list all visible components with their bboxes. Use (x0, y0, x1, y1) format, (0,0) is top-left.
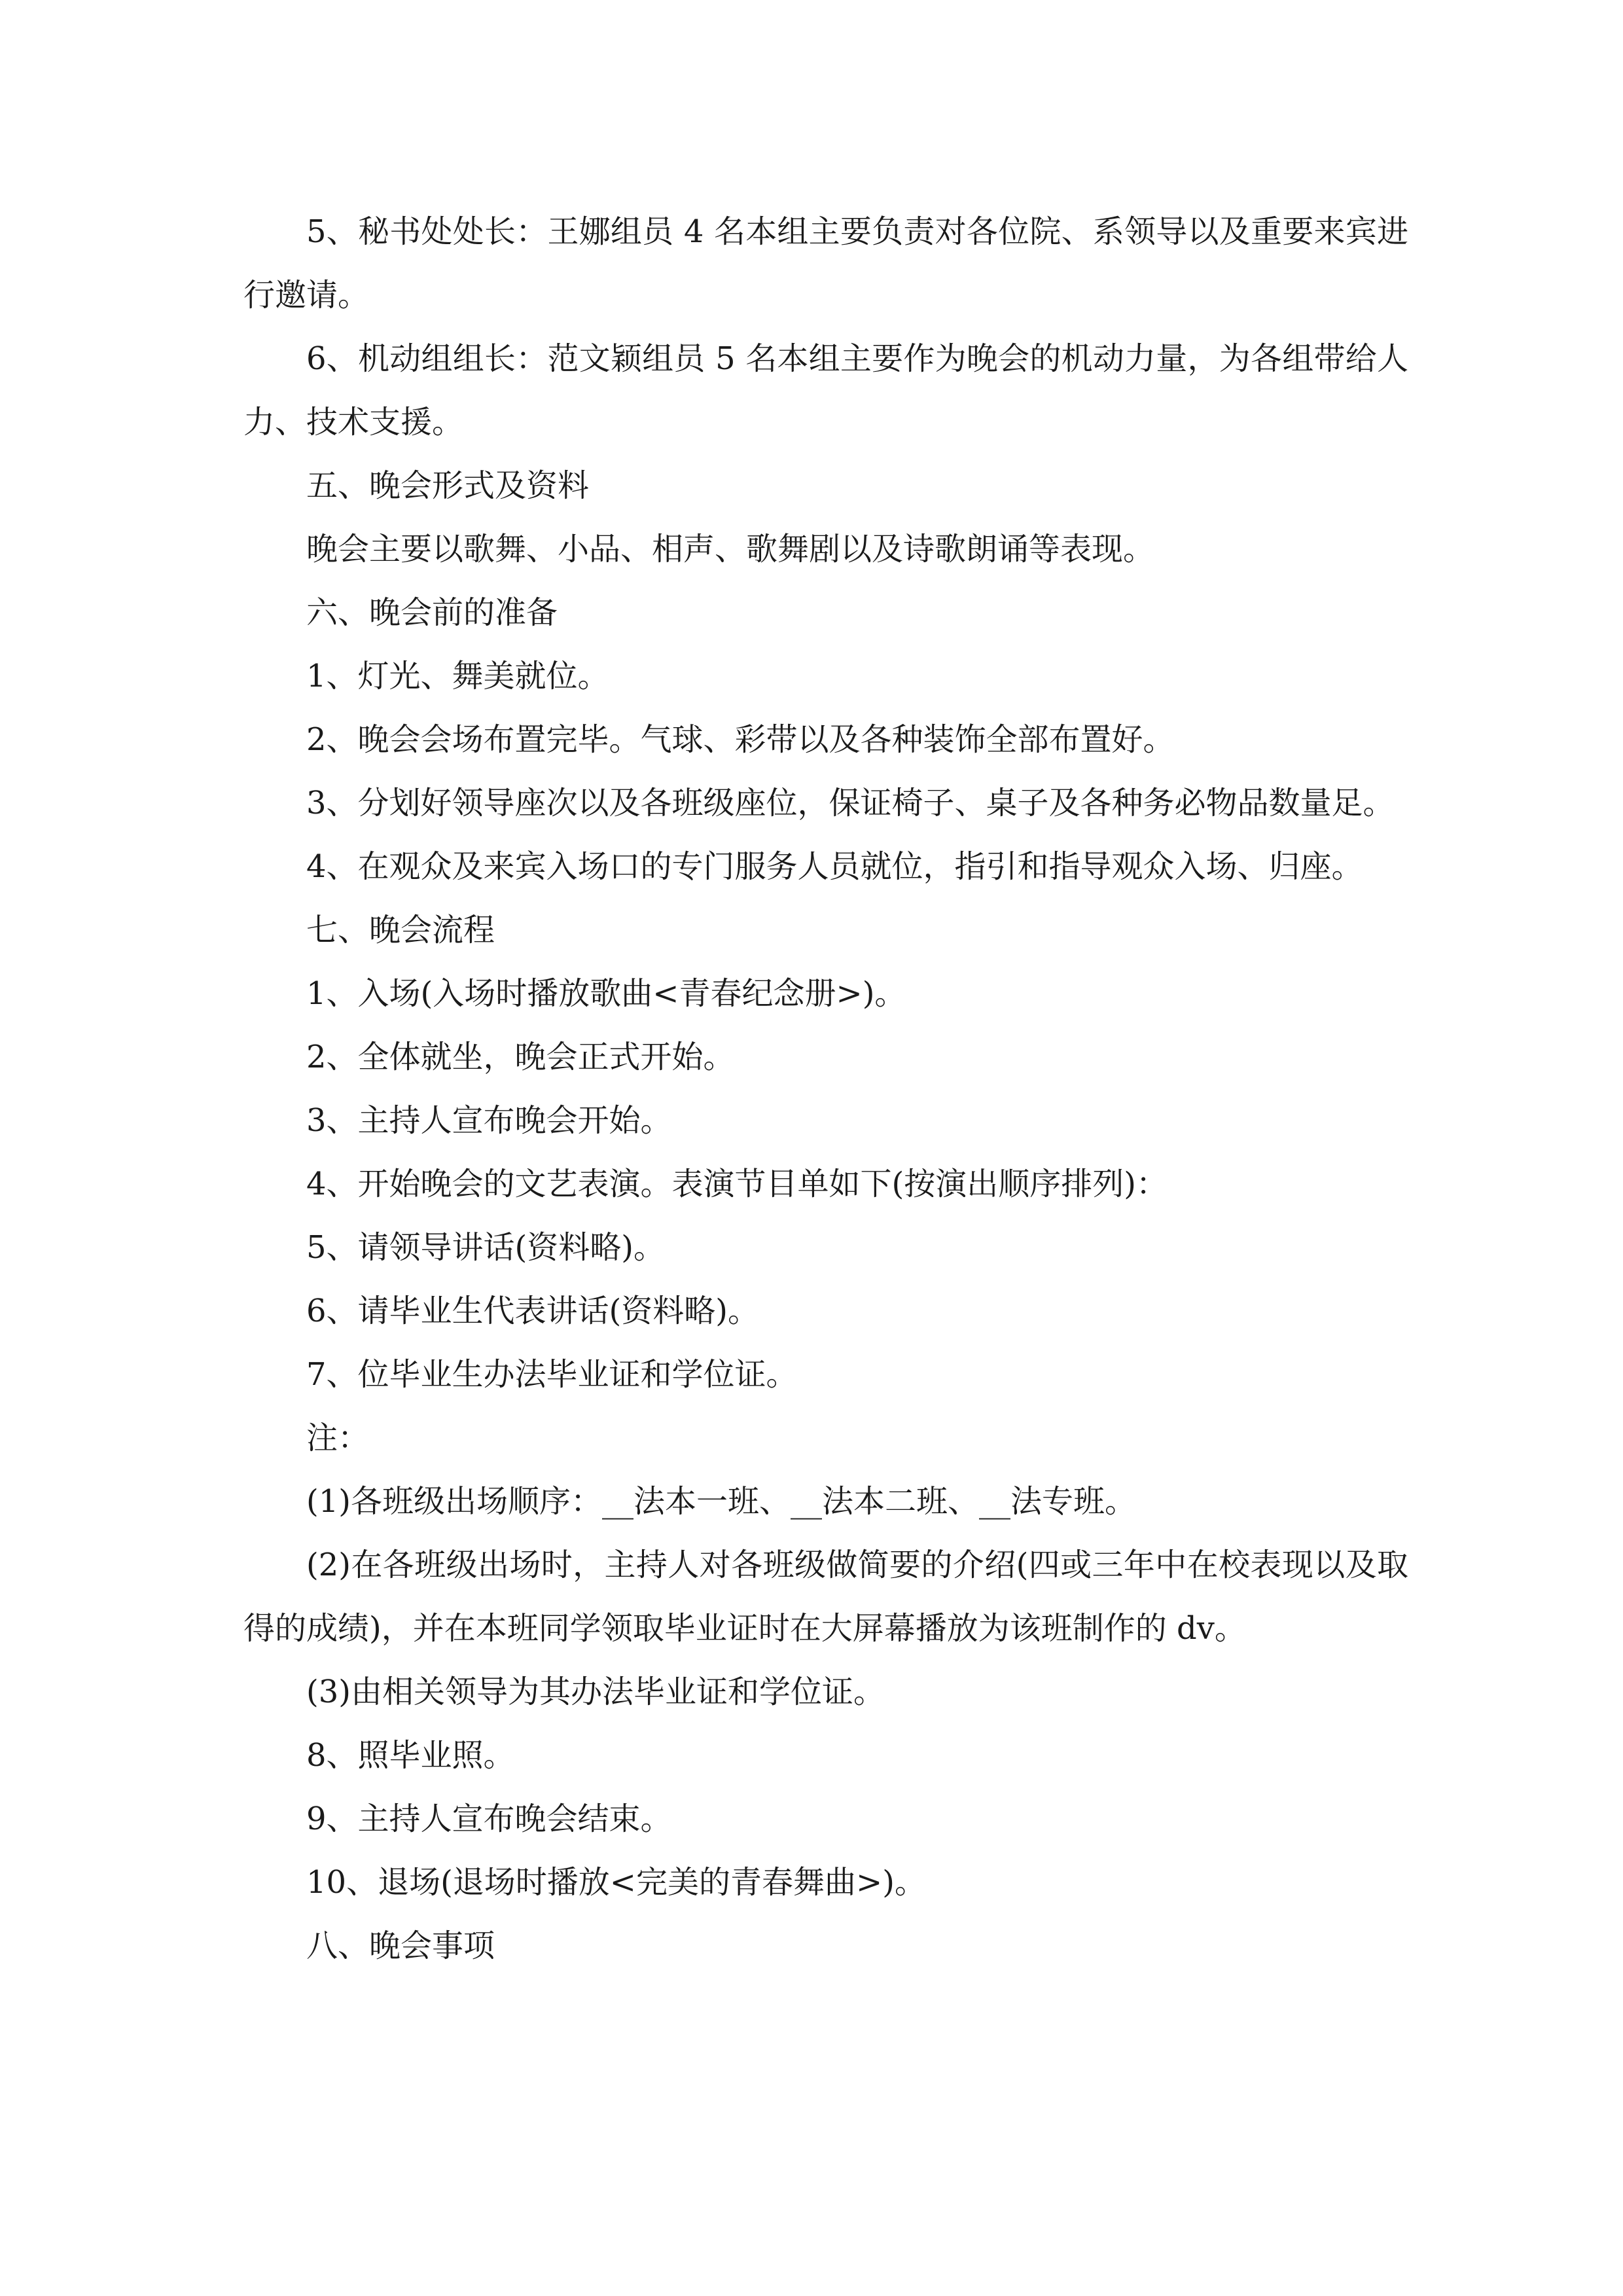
list-item: 10、退场(退场时播放<完美的青春舞曲>)。 (306, 1864, 926, 1901)
list-item: 6、请毕业生代表讲话(资料略)。 (306, 1293, 759, 1329)
list-item: 8、照毕业照。 (306, 1737, 515, 1774)
list-item: 9、主持人宣布晚会结束。 (306, 1801, 672, 1837)
paragraph-form-content: 晚会主要以歌舞、小品、相声、歌舞剧以及诗歌朗诵等表现。 (306, 531, 1155, 567)
list-item: 4、在观众及来宾入场口的专门服务人员就位，指引和指导观众入场、归座。 (306, 848, 1363, 885)
list-item: 2、晚会会场布置完毕。气球、彩带以及各种装饰全部布置好。 (306, 721, 1175, 758)
note-item: (3)由相关领导为其办法毕业证和学位证。 (306, 1674, 885, 1710)
section-heading-form: 五、晚会形式及资料 (306, 467, 590, 504)
paragraph-secretariat: 5、秘书处处长：王娜组员 4 名本组主要负责对各位院、系领导以及重要来宾进行邀请。 (243, 213, 1408, 314)
list-item: 4、开始晚会的文艺表演。表演节目单如下(按演出顺序排列)： (306, 1166, 1168, 1202)
section-heading-matters: 八、晚会事项 (306, 1928, 495, 1964)
document-body (243, 200, 1408, 1978)
list-item: 7、位毕业生办法毕业证和学位证。 (306, 1356, 798, 1393)
note-item: (1)各班级出场顺序：__法本一班、__法本二班、__法专班。 (306, 1483, 1136, 1520)
list-item: 5、请领导讲话(资料略)。 (306, 1229, 665, 1266)
list-item: 3、主持人宣布晚会开始。 (306, 1102, 672, 1139)
list-item: 3、分划好领导座次以及各班级座位，保证椅子、桌子及各种务必物品数量足。 (306, 785, 1395, 821)
section-heading-process: 七、晚会流程 (306, 912, 495, 948)
list-item: 1、入场(入场时播放歌曲<青春纪念册>)。 (306, 975, 906, 1012)
section-heading-preparation: 六、晚会前的准备 (306, 594, 558, 631)
list-item: 2、全体就坐，晚会正式开始。 (306, 1039, 735, 1075)
list-item: 1、灯光、舞美就位。 (306, 658, 609, 694)
note-item: (2)在各班级出场时，主持人对各班级做简要的介绍(四或三年中在校表现以及取得的成绩)，并在本班同学领取毕业证时在大屏幕播放为该班制作的 dv。 (243, 1547, 1408, 1647)
paragraph-mobile-group: 6、机动组组长：范文颖组员 5 名本组主要作为晚会的机动力量，为各组带给人力、技术支援。 (243, 340, 1408, 440)
note-label: 注： (306, 1420, 370, 1456)
